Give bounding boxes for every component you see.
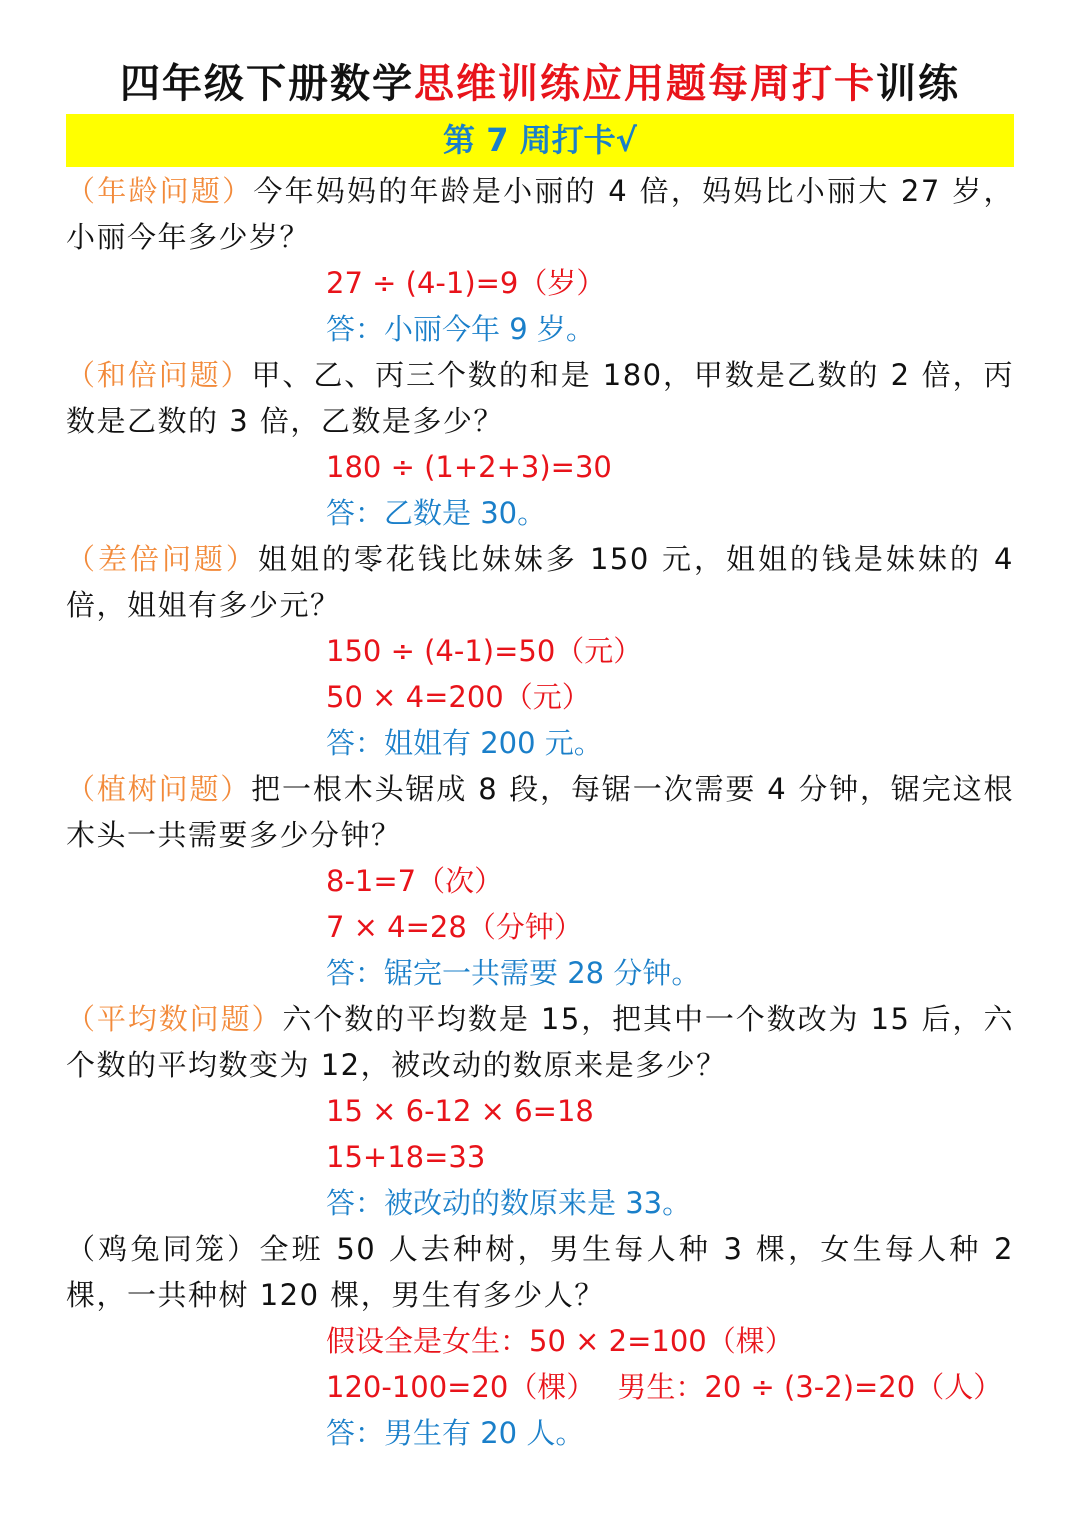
- problem-tag: （植树问题）: [66, 772, 252, 806]
- problem-tag: （差倍问题）: [66, 542, 258, 576]
- title-part-3: 训练: [876, 61, 960, 107]
- solution-step: 8-1=7（次）: [326, 864, 504, 898]
- answer: 答：被改动的数原来是 33。: [326, 1186, 692, 1220]
- problem-difference-multiple: [66, 536, 1014, 766]
- question: [66, 352, 1014, 444]
- problem-tree-planting: [66, 766, 1014, 996]
- question-text: 甲、乙、丙三个数的和是 180，甲数是乙数的 2 倍，丙数是乙数的 3 倍，乙数是多少？: [66, 358, 1014, 438]
- answer: 答：小丽今年 9 岁。: [326, 312, 595, 346]
- solution-step: 50 × 4=200（元）: [326, 680, 591, 714]
- answer: 答：乙数是 30。: [326, 496, 547, 530]
- question: [66, 536, 1014, 628]
- solution-step: 假设全是女生：50 × 2=100（棵）: [326, 1324, 794, 1358]
- question: [66, 1226, 1014, 1318]
- problem-age: [66, 168, 1014, 352]
- solution-step: 7 × 4=28（分钟）: [326, 910, 583, 944]
- problem-list: [66, 168, 1014, 1456]
- question-text: 六个数的平均数是 15，把其中一个数改为 15 后，六个数的平均数变为 12，被改动的数原来是多少？: [66, 1002, 1014, 1082]
- problem-average: [66, 996, 1014, 1226]
- question-text: 把一根木头锯成 8 段，每锯一次需要 4 分钟，锯完这根木头一共需要多少分钟？: [66, 772, 1014, 852]
- question: [66, 766, 1014, 858]
- page-title: [0, 54, 1080, 114]
- question-text: 全班 50 人去种树，男生每人种 3 棵，女生每人种 2 棵，一共种树 120 棵，男生有多少人？: [66, 1232, 1014, 1312]
- solution-step: 15 × 6-12 × 6=18: [326, 1094, 594, 1128]
- solution-step: 180 ÷ (1+2+3)=30: [326, 450, 612, 484]
- question: [66, 996, 1014, 1088]
- problem-tag: （年龄问题）: [66, 174, 254, 208]
- solution-step: 150 ÷ (4-1)=50（元）: [326, 634, 643, 668]
- week-banner: 第 7 周打卡√: [66, 114, 1014, 167]
- problem-sum-multiple: [66, 352, 1014, 536]
- title-part-2: 思维训练应用题每周打卡: [414, 61, 876, 107]
- problem-tag: （平均数问题）: [66, 1002, 283, 1036]
- title-part-1: 四年级下册数学: [120, 61, 414, 107]
- answer: 答：男生有 20 人。: [326, 1416, 585, 1450]
- answer: 答：姐姐有 200 元。: [326, 726, 603, 760]
- solution-step: 男生：20 ÷ (3-2)=20（人）: [617, 1370, 1003, 1404]
- solution-step: 120-100=20（棵）: [326, 1370, 596, 1404]
- question-text: 姐姐的零花钱比妹妹多 150 元，姐姐的钱是妹妹的 4 倍，姐姐有多少元？: [66, 542, 1014, 622]
- problem-chicken-rabbit: [66, 1226, 1014, 1456]
- solution-step: 15+18=33: [326, 1140, 486, 1174]
- problem-tag: （和倍问题）: [66, 358, 252, 392]
- question-text: 今年妈妈的年龄是小丽的 4 倍，妈妈比小丽大 27 岁，小丽今年多少岁？: [66, 174, 1014, 254]
- question: [66, 168, 1014, 260]
- solution-step-row: [66, 1364, 1014, 1410]
- solution-step: 27 ÷ (4-1)=9（岁）: [326, 266, 606, 300]
- answer: 答：锯完一共需要 28 分钟。: [326, 956, 701, 990]
- problem-tag: （鸡兔同笼）: [66, 1232, 260, 1266]
